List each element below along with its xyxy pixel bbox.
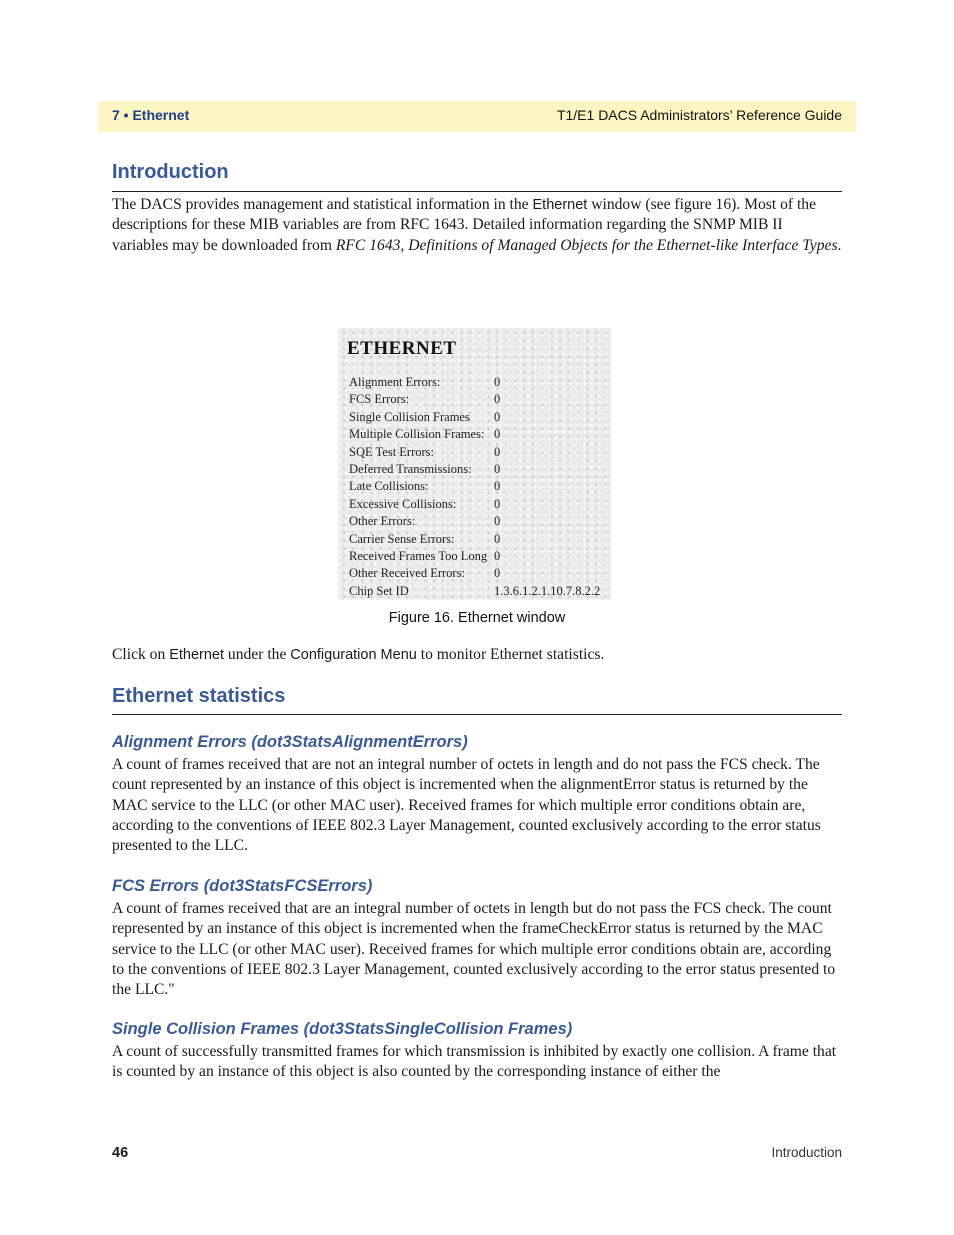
ethernet-stat-value: 0 bbox=[494, 479, 501, 494]
alignment-errors-heading: Alignment Errors (dot3StatsAlignmentErrors) bbox=[112, 733, 468, 751]
ethernet-stat-value: 0 bbox=[494, 531, 501, 546]
footer-section-name: Introduction bbox=[771, 1145, 842, 1160]
ethernet-stat-label: SQE Test Errors: bbox=[349, 444, 434, 459]
heading-rule bbox=[112, 714, 842, 715]
ethernet-stat-row bbox=[349, 410, 611, 427]
ethernet-stat-value: 0 bbox=[494, 375, 501, 389]
page-number: 46 bbox=[112, 1145, 129, 1161]
intro-text-cont: window (see figure 16). Most of the descriptions for these MIB variables are from RFC 1643. Detailed information regarding the SNMP MIB II variables may be downloaded from bbox=[112, 196, 817, 254]
ethernet-stat-row bbox=[349, 584, 611, 600]
single-collision-text: A count of successfully transmitted frames for which transmission is inhibited by exactly one collision. A frame that is counted by an instance of this object is also counted by the corresponding instance of either the bbox=[112, 1043, 837, 1081]
figure-caption: Figure 16. Ethernet window bbox=[388, 610, 566, 626]
ethernet-stat-value: 0 bbox=[494, 444, 501, 459]
ethernet-stat-label: Alignment Errors: bbox=[349, 375, 441, 389]
introduction-heading: Introduction bbox=[112, 161, 229, 183]
chapter-label: 7 • Ethernet bbox=[112, 107, 190, 123]
ethernet-stat-row bbox=[349, 427, 611, 444]
intro-text: The DACS provides management and statistical information in the bbox=[112, 196, 533, 213]
ethernet-statistics-heading: Ethernet statistics bbox=[112, 685, 286, 707]
ethernet-window-title: ETHERNET bbox=[347, 338, 457, 359]
ethernet-stat-label: Excessive Collisions: bbox=[349, 496, 457, 511]
ethernet-stat-row bbox=[349, 462, 611, 479]
ethernet-stat-value: 0 bbox=[494, 566, 501, 581]
ethernet-stat-label: Single Collision Frames bbox=[349, 409, 470, 424]
ethernet-stat-label: Other Errors: bbox=[349, 514, 416, 529]
guide-title: T1/E1 DACS Administrators’ Reference Guide bbox=[556, 107, 842, 123]
fcs-errors-heading: FCS Errors (dot3StatsFCSErrors) bbox=[112, 877, 373, 895]
ethernet-stat-row bbox=[349, 566, 611, 583]
ethernet-stat-row bbox=[349, 445, 611, 462]
running-header bbox=[98, 101, 856, 132]
ethernet-stat-label: Received Frames Too Long bbox=[349, 548, 488, 563]
heading-rule bbox=[112, 191, 842, 192]
ethernet-stat-label: Chip Set ID bbox=[349, 583, 409, 598]
ethernet-stat-row bbox=[349, 514, 611, 531]
ethernet-stat-value: 0 bbox=[494, 461, 501, 476]
intro-paragraph bbox=[112, 195, 842, 256]
click-text-mid: under the bbox=[224, 646, 291, 663]
ethernet-stat-label: Deferred Transmissions: bbox=[349, 461, 472, 476]
ethernet-stat-label: FCS Errors: bbox=[349, 392, 410, 407]
ethernet-stat-row bbox=[349, 549, 611, 566]
ethernet-stat-row bbox=[349, 497, 611, 514]
ethernet-menu-term: Ethernet bbox=[169, 647, 225, 663]
ethernet-stat-label: Multiple Collision Frames: bbox=[349, 427, 485, 442]
ethernet-stat-value: 0 bbox=[494, 392, 501, 407]
ethernet-stat-row bbox=[349, 375, 611, 392]
ethernet-stat-label: Carrier Sense Errors: bbox=[349, 531, 455, 546]
click-text-end: to monitor Ethernet statistics. bbox=[416, 646, 605, 663]
alignment-errors-text: A count of frames received that are not an integral number of octets in length and do not pass the FCS check. The count represented by an instance of this object is incremented when the alignmentError status is returned by the MAC service to the LLC (or other MAC user). Received frames for which multiple error conditions obtain are, according to the conventions of IEEE 802.3 Layer Management, counted exclusively according to the error status presented to the LLC. bbox=[112, 756, 821, 855]
click-text: Click on bbox=[112, 646, 170, 663]
rfc-title: RFC 1643, Definitions of Managed Objects for the Ethernet-like Interface Types bbox=[335, 236, 838, 254]
ethernet-window-figure bbox=[338, 328, 611, 600]
ethernet-stat-label: Late Collisions: bbox=[349, 479, 429, 494]
ethernet-stat-value: 0 bbox=[494, 496, 501, 511]
ethernet-stat-row bbox=[349, 532, 611, 549]
ethernet-stat-value: 0 bbox=[494, 427, 501, 442]
ethernet-stats-list bbox=[349, 375, 611, 600]
ethernet-stat-label: Other Received Errors: bbox=[349, 566, 465, 581]
ethernet-stat-value: 0 bbox=[494, 548, 501, 563]
intro-text-end: . bbox=[837, 236, 842, 254]
configuration-menu-term: Configuration Menu bbox=[290, 647, 417, 663]
ethernet-ui-term: Ethernet bbox=[532, 197, 588, 213]
fcs-errors-text: A count of frames received that are an integral number of octets in length but do not pass the FCS check. The count represented by an instance of this object is incremented when the frameCheckError status is returned by the MAC service to the LLC (or other MAC user). Received frames for which multiple error conditions obtain are, according to the conventions of IEEE 802.3 Layer Management, counted exclusively according to the error status presented to the LLC." bbox=[112, 900, 836, 999]
ethernet-stat-row bbox=[349, 479, 611, 496]
ethernet-stat-row bbox=[349, 392, 611, 409]
ethernet-stat-value: 0 bbox=[494, 514, 501, 529]
ethernet-stat-value: 0 bbox=[494, 409, 501, 424]
click-instruction bbox=[112, 645, 842, 665]
ethernet-stat-value: 1.3.6.1.2.1.10.7.8.2.2 bbox=[494, 583, 601, 598]
single-collision-heading: Single Collision Frames (dot3StatsSingleCollision Frames) bbox=[112, 1020, 573, 1038]
